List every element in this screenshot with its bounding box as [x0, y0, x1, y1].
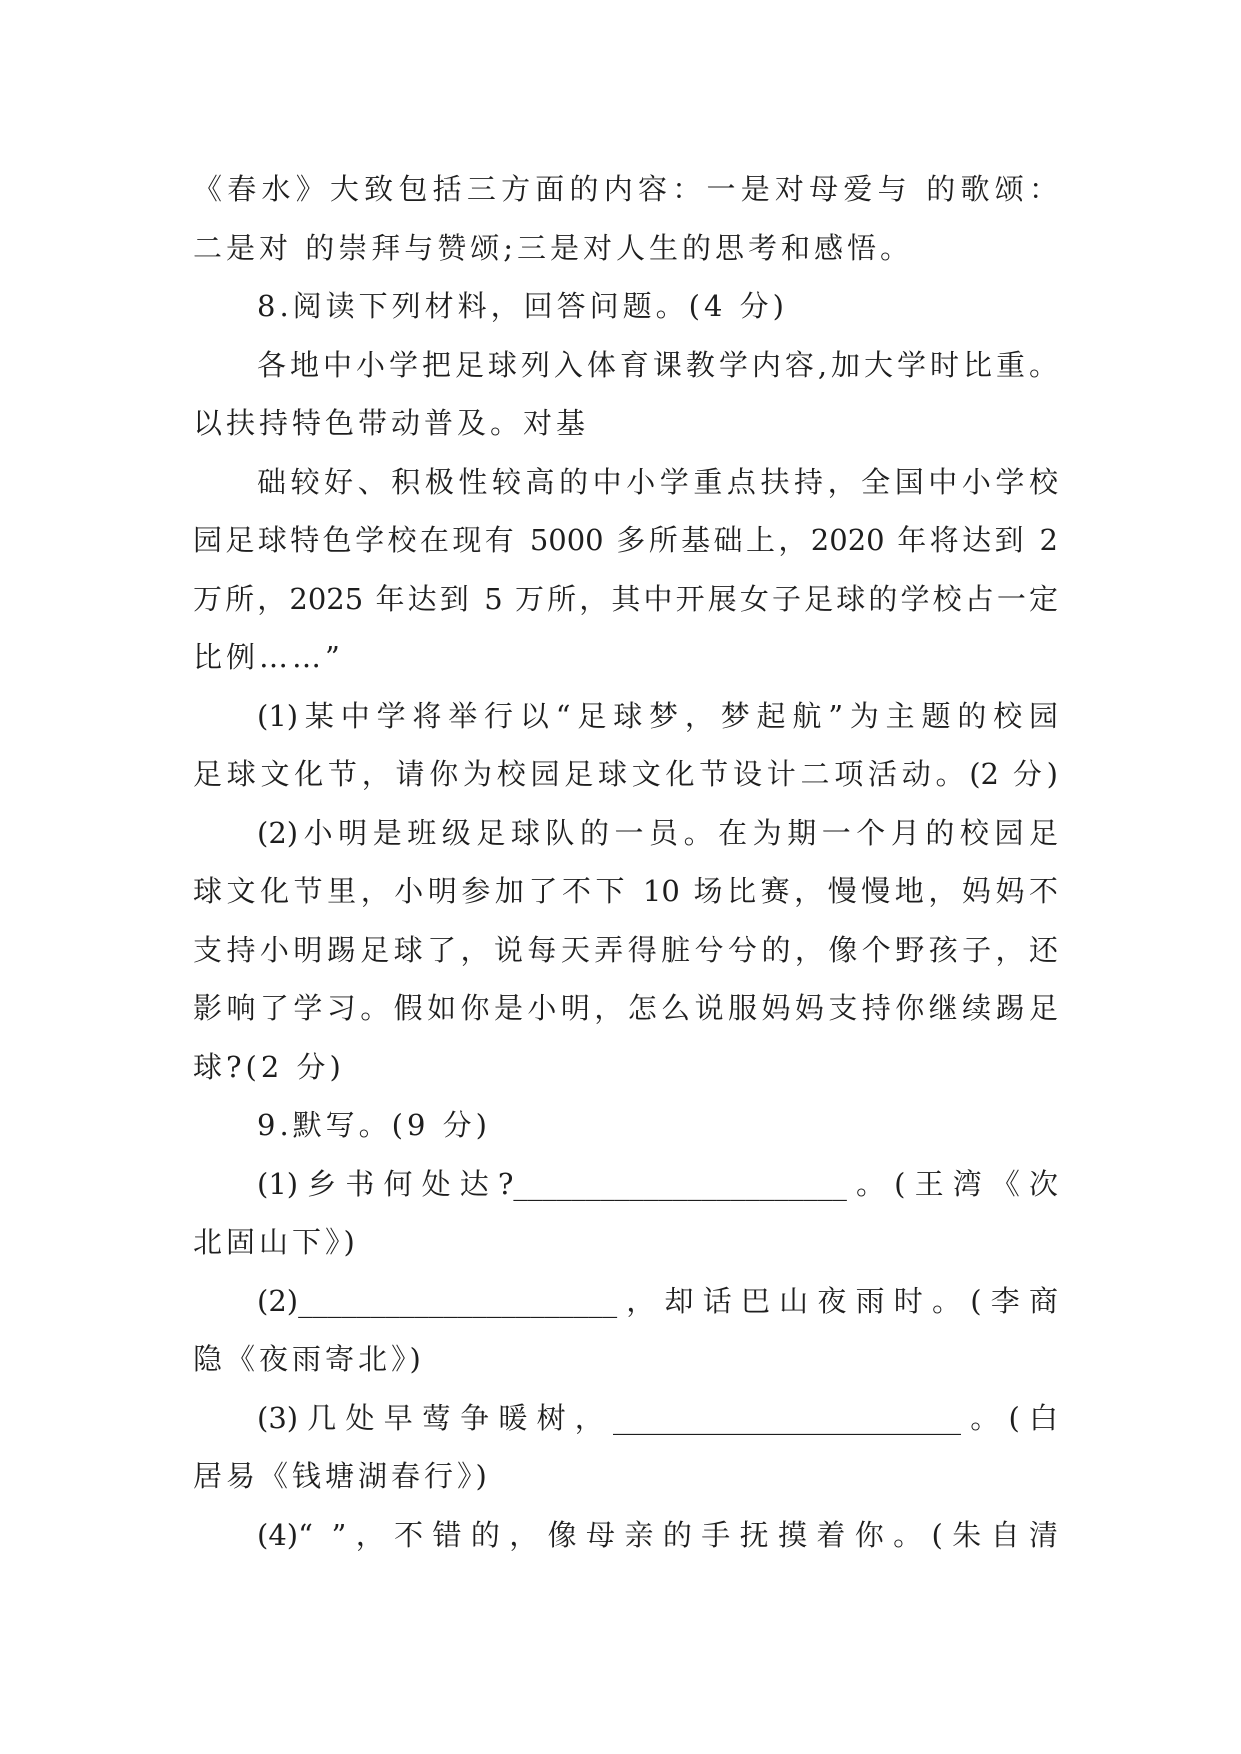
text-line: 础较好、积极性较高的中小学重点扶持，全国中小学校 [257, 464, 1058, 499]
text-line: 园足球特色学校在现有 5000 多所基础上，2020 年将达到 2 [193, 523, 1058, 557]
sub-question-2 [193, 804, 1058, 1097]
text-line: (1)乡书何处达?_______________________。(王湾《次 [257, 1166, 1058, 1201]
question-8-heading: 8.阅读下列材料，回答问题。(4 分) [257, 289, 788, 323]
text-line: 足球文化节，请你为校园足球文化节设计二项活动。(2 分) [193, 757, 1058, 791]
text-line: 球?(2 分) [193, 1049, 345, 1084]
text-line: (3)几处早莺争暖树，________________________。(白 [257, 1400, 1058, 1435]
question-8 [193, 277, 1058, 1096]
dictation-item-2 [193, 1272, 1058, 1389]
text-line: 北固山下》) [193, 1225, 359, 1259]
text-line: 《春水》大致包括三方面的内容：一是对母爱与 的歌颂： [193, 172, 1058, 206]
question-9-heading: 9.默写。(9 分) [257, 1108, 491, 1142]
sub-question-1 [193, 687, 1058, 804]
text-line: 影响了学习。假如你是小明，怎么说服妈妈支持你继续踢足 [193, 991, 1058, 1025]
text-line: 各地中小学把足球列入体育课教学内容,加大学时比重。 [257, 347, 1058, 382]
text-line: (2)______________________，却话巴山夜雨时。(李商 [257, 1283, 1058, 1318]
text-line: 万所，2025 年达到 5 万所，其中开展女子足球的学校占一定 [193, 581, 1058, 616]
text-line: 隐《夜雨寄北》) [193, 1342, 425, 1376]
dictation-item-4 [193, 1506, 1058, 1565]
text-line: 比例……” [193, 640, 344, 674]
dictation-item-1 [193, 1155, 1058, 1272]
text-line: (4)“ ”，不错的，像母亲的手抚摸着你。(朱自清 [257, 1517, 1058, 1552]
text-line: 居易《钱塘湖春行》) [193, 1459, 491, 1493]
question-9 [193, 1096, 1058, 1564]
text-line: (2)小明是班级足球队的一员。在为期一个月的校园足 [257, 815, 1058, 850]
text-line: 支持小明踢足球了，说每天弄得脏兮兮的，像个野孩子，还 [193, 932, 1058, 967]
text-line: 二是对 的崇拜与赞颂;三是对人生的思考和感悟。 [193, 230, 913, 265]
reading-material-paragraph [193, 336, 1058, 453]
text-line: (1)某中学将举行以“足球梦，梦起航”为主题的校园 [257, 698, 1058, 733]
reading-material-paragraph [193, 453, 1058, 687]
intro-paragraph [193, 160, 1058, 277]
text-line: 以扶持特色带动普及。对基 [193, 406, 590, 440]
text-line: 球文化节里，小明参加了不下 10 场比赛，慢慢地，妈妈不 [193, 874, 1058, 908]
dictation-item-3 [193, 1389, 1058, 1506]
